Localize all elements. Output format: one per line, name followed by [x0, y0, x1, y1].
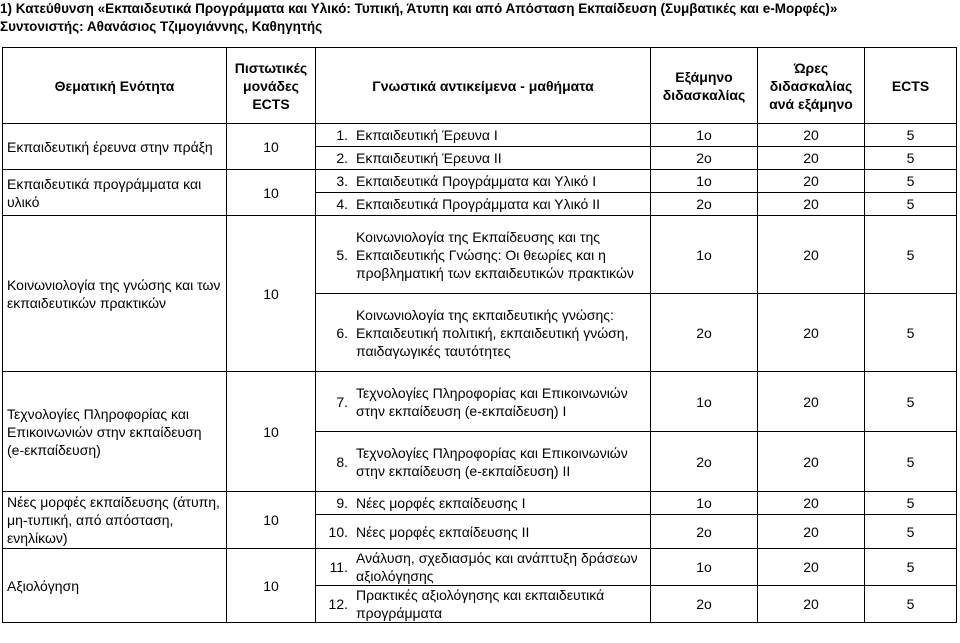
course-cell [316, 372, 651, 432]
col-ects: ECTS [865, 48, 957, 124]
course-title: Πρακτικές αξιολόγησης και εκπαιδευτικά προγράμματα [356, 587, 605, 621]
course-title: Νέες μορφές εκπαίδευσης Ι [356, 495, 526, 511]
course-hours: 20 [758, 372, 865, 432]
course-hours: 20 [758, 294, 865, 372]
course-number: 9. [336, 495, 348, 511]
course-hours: 20 [758, 216, 865, 294]
course-semester: 1ο [651, 372, 758, 432]
course-number: 3. [336, 173, 348, 189]
thematic-unit: Εκπαιδευτικά προγράμματα και υλικό [3, 170, 227, 216]
course-cell [316, 193, 651, 216]
course-number: 11. [329, 559, 348, 575]
course-ects: 5 [865, 216, 957, 294]
course-number: 6. [336, 324, 348, 341]
course-title: Εκπαιδευτικά Προγράμματα και Υλικό ΙΙ [356, 196, 601, 212]
course-ects: 5 [865, 170, 957, 193]
thematic-unit: Αξιολόγηση [3, 549, 227, 623]
credit-units: 10 [227, 372, 316, 492]
course-number: 5. [336, 246, 348, 263]
col-hours: Ώρες διδασκαλίας ανά εξάμηνο [758, 48, 865, 124]
course-ects: 5 [865, 432, 957, 492]
course-cell [316, 492, 651, 515]
course-cell [316, 586, 651, 623]
course-title: Εκπαιδευτική Έρευνα ΙΙ [356, 150, 502, 166]
credit-units: 10 [227, 216, 316, 372]
course-hours: 20 [758, 170, 865, 193]
course-ects: 5 [865, 549, 957, 586]
course-cell [316, 216, 651, 294]
course-number: 12. [328, 596, 348, 612]
course-title: Ανάλυση, σχεδιασμός και ανάπτυξη δράσεων αξιολόγησης [356, 550, 638, 584]
credit-units: 10 [227, 492, 316, 549]
course-hours: 20 [758, 492, 865, 515]
course-number: 7. [336, 393, 348, 410]
header-coordinator: Συντονιστής: Αθανάσιος Τζιμογιάννης, Καθηγητής [0, 19, 323, 34]
course-semester: 2ο [651, 586, 758, 623]
thematic-unit: Νέες μορφές εκπαίδευσης (άτυπη, μη-τυπική, από απόσταση, ενηλίκων) [3, 492, 227, 549]
course-semester: 2ο [651, 432, 758, 492]
table-header-row [3, 48, 957, 124]
course-ects: 5 [865, 147, 957, 170]
course-semester: 2ο [651, 147, 758, 170]
course-title: Εκπαιδευτική Έρευνα Ι [356, 127, 498, 143]
course-title: Τεχνολογίες Πληροφορίας και Επικοινωνιών στην εκπαίδευση (e-εκπαίδευση) Ι [356, 384, 628, 419]
course-semester: 2ο [651, 294, 758, 372]
course-cell [316, 549, 651, 586]
table-row [3, 170, 957, 193]
table-row [3, 492, 957, 515]
course-semester: 1ο [651, 549, 758, 586]
course-hours: 20 [758, 193, 865, 216]
credit-units: 10 [227, 549, 316, 623]
table-row [3, 372, 957, 432]
course-semester: 1ο [651, 216, 758, 294]
course-title: Νέες μορφές εκπαίδευσης ΙΙ [356, 523, 530, 540]
course-cell [316, 294, 651, 372]
col-thematic: Θεματική Ενότητα [3, 48, 227, 124]
course-cell [316, 432, 651, 492]
course-ects: 5 [865, 492, 957, 515]
course-hours: 20 [758, 515, 865, 549]
thematic-unit: Εκπαιδευτική έρευνα στην πράξη [3, 124, 227, 170]
course-hours: 20 [758, 586, 865, 623]
course-ects: 5 [865, 586, 957, 623]
course-ects: 5 [865, 124, 957, 147]
course-cell [316, 147, 651, 170]
course-cell [316, 170, 651, 193]
course-hours: 20 [758, 124, 865, 147]
thematic-unit: Τεχνολογίες Πληροφορίας και Επικοινωνιών στην εκπαίδευση (e-εκπαίδευση) [3, 372, 227, 492]
document-header [0, 0, 958, 36]
course-title: Εκπαιδευτικά Προγράμματα και Υλικό Ι [356, 173, 597, 189]
course-hours: 20 [758, 432, 865, 492]
credit-units: 10 [227, 124, 316, 170]
course-ects: 5 [865, 294, 957, 372]
course-number: 2. [336, 150, 348, 166]
course-title: Κοινωνιολογία της εκπαιδευτικής γνώσης: Εκπαιδευτική πολιτική, εκπαιδευτική γνώση, παιδαγωγικές ταυτότητες [356, 306, 629, 359]
header-title: 1) Κατεύθυνση «Εκπαιδευτικά Προγράμματα και Υλικό: Τυπική, Άτυπη και από Απόσταση Εκπαίδευση (Συμβατικές και e-Μορφές)» [0, 1, 838, 16]
course-ects: 5 [865, 372, 957, 432]
col-courses: Γνωστικά αντικείμενα - μαθήματα [316, 48, 651, 124]
course-semester: 1ο [651, 124, 758, 147]
course-title: Τεχνολογίες Πληροφορίας και Επικοινωνιών στην εκπαίδευση (e-εκπαίδευση) ΙΙ [356, 444, 628, 479]
course-title: Κοινωνιολογία της Εκπαίδευσης και της Εκπαιδευτικής Γνώσης: Οι θεωρίες και η προβληματική των εκπαιδευτικών πρακτικών [356, 228, 634, 281]
table-row [3, 549, 957, 586]
thematic-unit: Κοινωνιολογία της γνώσης και των εκπαιδευτικών πρακτικών [3, 216, 227, 372]
curriculum-table [2, 47, 957, 623]
col-semester: Εξάμηνο διδασκαλίας [651, 48, 758, 124]
course-number: 10. [328, 523, 348, 540]
table-row [3, 124, 957, 147]
course-semester: 1ο [651, 492, 758, 515]
table-row [3, 216, 957, 294]
credit-units: 10 [227, 170, 316, 216]
course-hours: 20 [758, 549, 865, 586]
course-ects: 5 [865, 515, 957, 549]
course-ects: 5 [865, 193, 957, 216]
course-semester: 2ο [651, 515, 758, 549]
course-number: 1. [336, 127, 348, 143]
course-number: 8. [336, 453, 348, 470]
course-semester: 1ο [651, 170, 758, 193]
course-semester: 2ο [651, 193, 758, 216]
course-hours: 20 [758, 147, 865, 170]
course-number: 4. [336, 196, 348, 212]
course-cell [316, 515, 651, 549]
col-credits: Πιστωτικές μονάδες ECTS [227, 48, 316, 124]
course-cell [316, 124, 651, 147]
